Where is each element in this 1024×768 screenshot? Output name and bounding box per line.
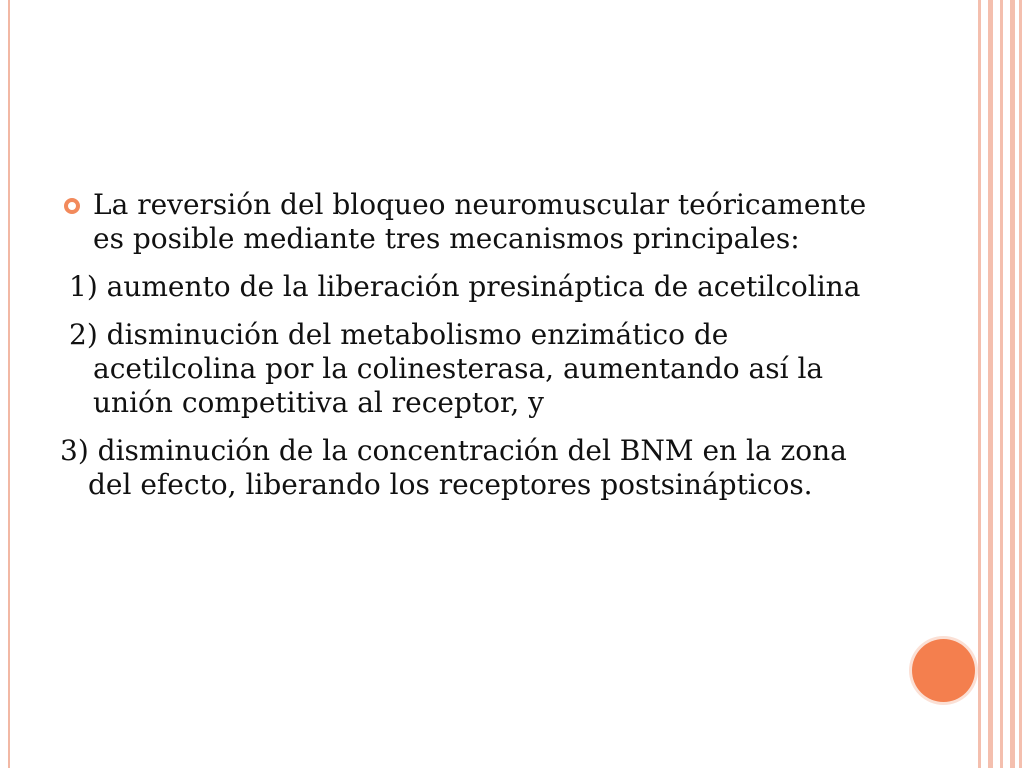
bullet-paragraph xyxy=(60,188,890,256)
ring-bullet-icon xyxy=(64,198,80,214)
decorative-stripe xyxy=(978,0,981,768)
bullet-text: La reversión del bloqueo neuromuscular teóricamente es posible mediante tres mecanismos principales: xyxy=(93,188,867,255)
decorative-stripe xyxy=(1000,0,1003,768)
decorative-circle xyxy=(912,639,975,702)
list-item-3: 3) disminución de la concentración del BNM en la zona del efecto, liberando los receptores postsinápticos. xyxy=(60,434,847,501)
decorative-stripe xyxy=(1010,0,1015,768)
list-item-1: 1) aumento de la liberación presináptica de acetilcolina xyxy=(69,270,861,303)
list-item-2: 2) disminución del metabolismo enzimático de acetilcolina por la colinesterasa, aumentando así la unión competitiva al receptor, y xyxy=(69,318,824,419)
left-border-line xyxy=(8,0,10,768)
slide-content xyxy=(60,188,890,502)
decorative-stripe xyxy=(988,0,993,768)
decorative-stripe xyxy=(1019,0,1022,768)
